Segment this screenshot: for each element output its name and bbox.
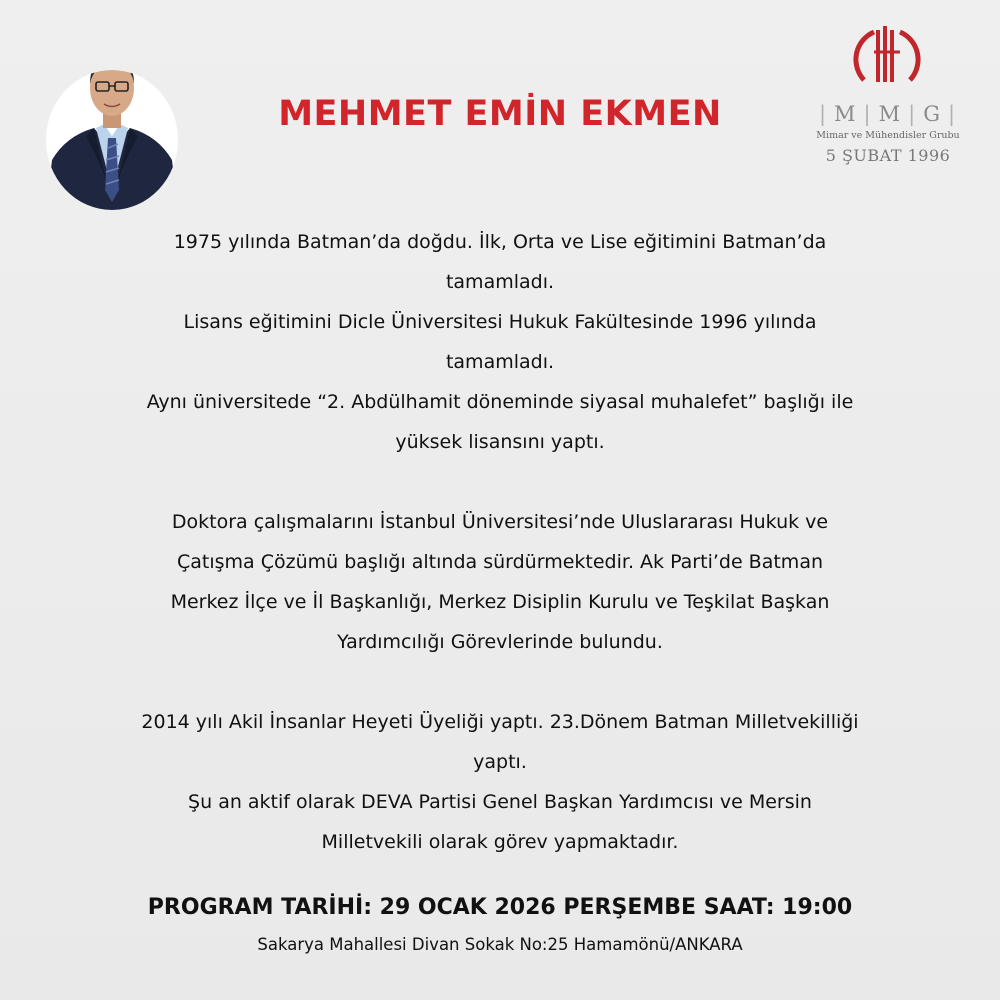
bio-line: Lisans eğitimini Dicle Üniversitesi Hukuk Fakültesinde 1996 yılında (183, 311, 817, 333)
bio-line: Milletvekili olarak görev yapmaktadır. (321, 831, 679, 853)
bio-line: 2014 yılı Akil İnsanlar Heyeti Üyeliği yaptı. 23.Dönem Batman Milletvekilliği (141, 711, 859, 733)
bio-line: Doktora çalışmalarını İstanbul Üniversitesi’nde Uluslararası Hukuk ve (171, 511, 829, 533)
bio-line: Şu an aktif olarak DEVA Partisi Genel Başkan Yardımcısı ve Mersin (188, 791, 812, 813)
logo-letter-1: M (834, 102, 858, 126)
logo-subtitle: Mimar ve Mühendisler Grubu (816, 130, 960, 141)
organization-logo (808, 22, 968, 172)
bio-line: 1975 yılında Batman’da doğdu. İlk, Orta ve Lise eğitimini Batman’da (173, 231, 827, 253)
bio-line: yüksek lisansını yaptı. (395, 431, 605, 453)
bio-line: tamamladı. (445, 271, 555, 293)
logo-letter-3: G (923, 102, 942, 126)
bio-line: yaptı. (473, 751, 527, 773)
bio-line: Merkez İlçe ve İl Başkanlığı, Merkez Disiplin Kurulu ve Teşkilat Başkan (170, 591, 830, 613)
bio-line: tamamladı. (445, 351, 555, 373)
paragraph-gap (95, 662, 905, 702)
bio-line: Aynı üniversitede “2. Abdülhamit döneminde siyasal muhalefet” başlığı ile (146, 391, 854, 413)
page-title: MEHMET EMİN EKMEN (278, 94, 722, 134)
program-address: Sakarya Mahallesi Divan Sokak No:25 Hamamönü/ANKARA (257, 935, 743, 954)
bio-line: Çatışma Çözümü başlığı altında sürdürmektedir. Ak Parti’de Batman (177, 551, 823, 573)
logo-letter-2: M (878, 102, 903, 126)
paragraph-gap (95, 462, 905, 502)
logo-letters: | M | M | G | (818, 102, 958, 126)
biography (95, 222, 905, 862)
program-date: PROGRAM TARİHİ: 29 OCAK 2026 PERŞEMBE SAAT: 19:00 (147, 895, 853, 920)
bio-line: Yardımcılığı Görevlerinde bulundu. (337, 631, 663, 653)
logo-date: 5 ŞUBAT 1996 (825, 146, 951, 165)
mmg-logo-mark-icon (852, 22, 922, 92)
